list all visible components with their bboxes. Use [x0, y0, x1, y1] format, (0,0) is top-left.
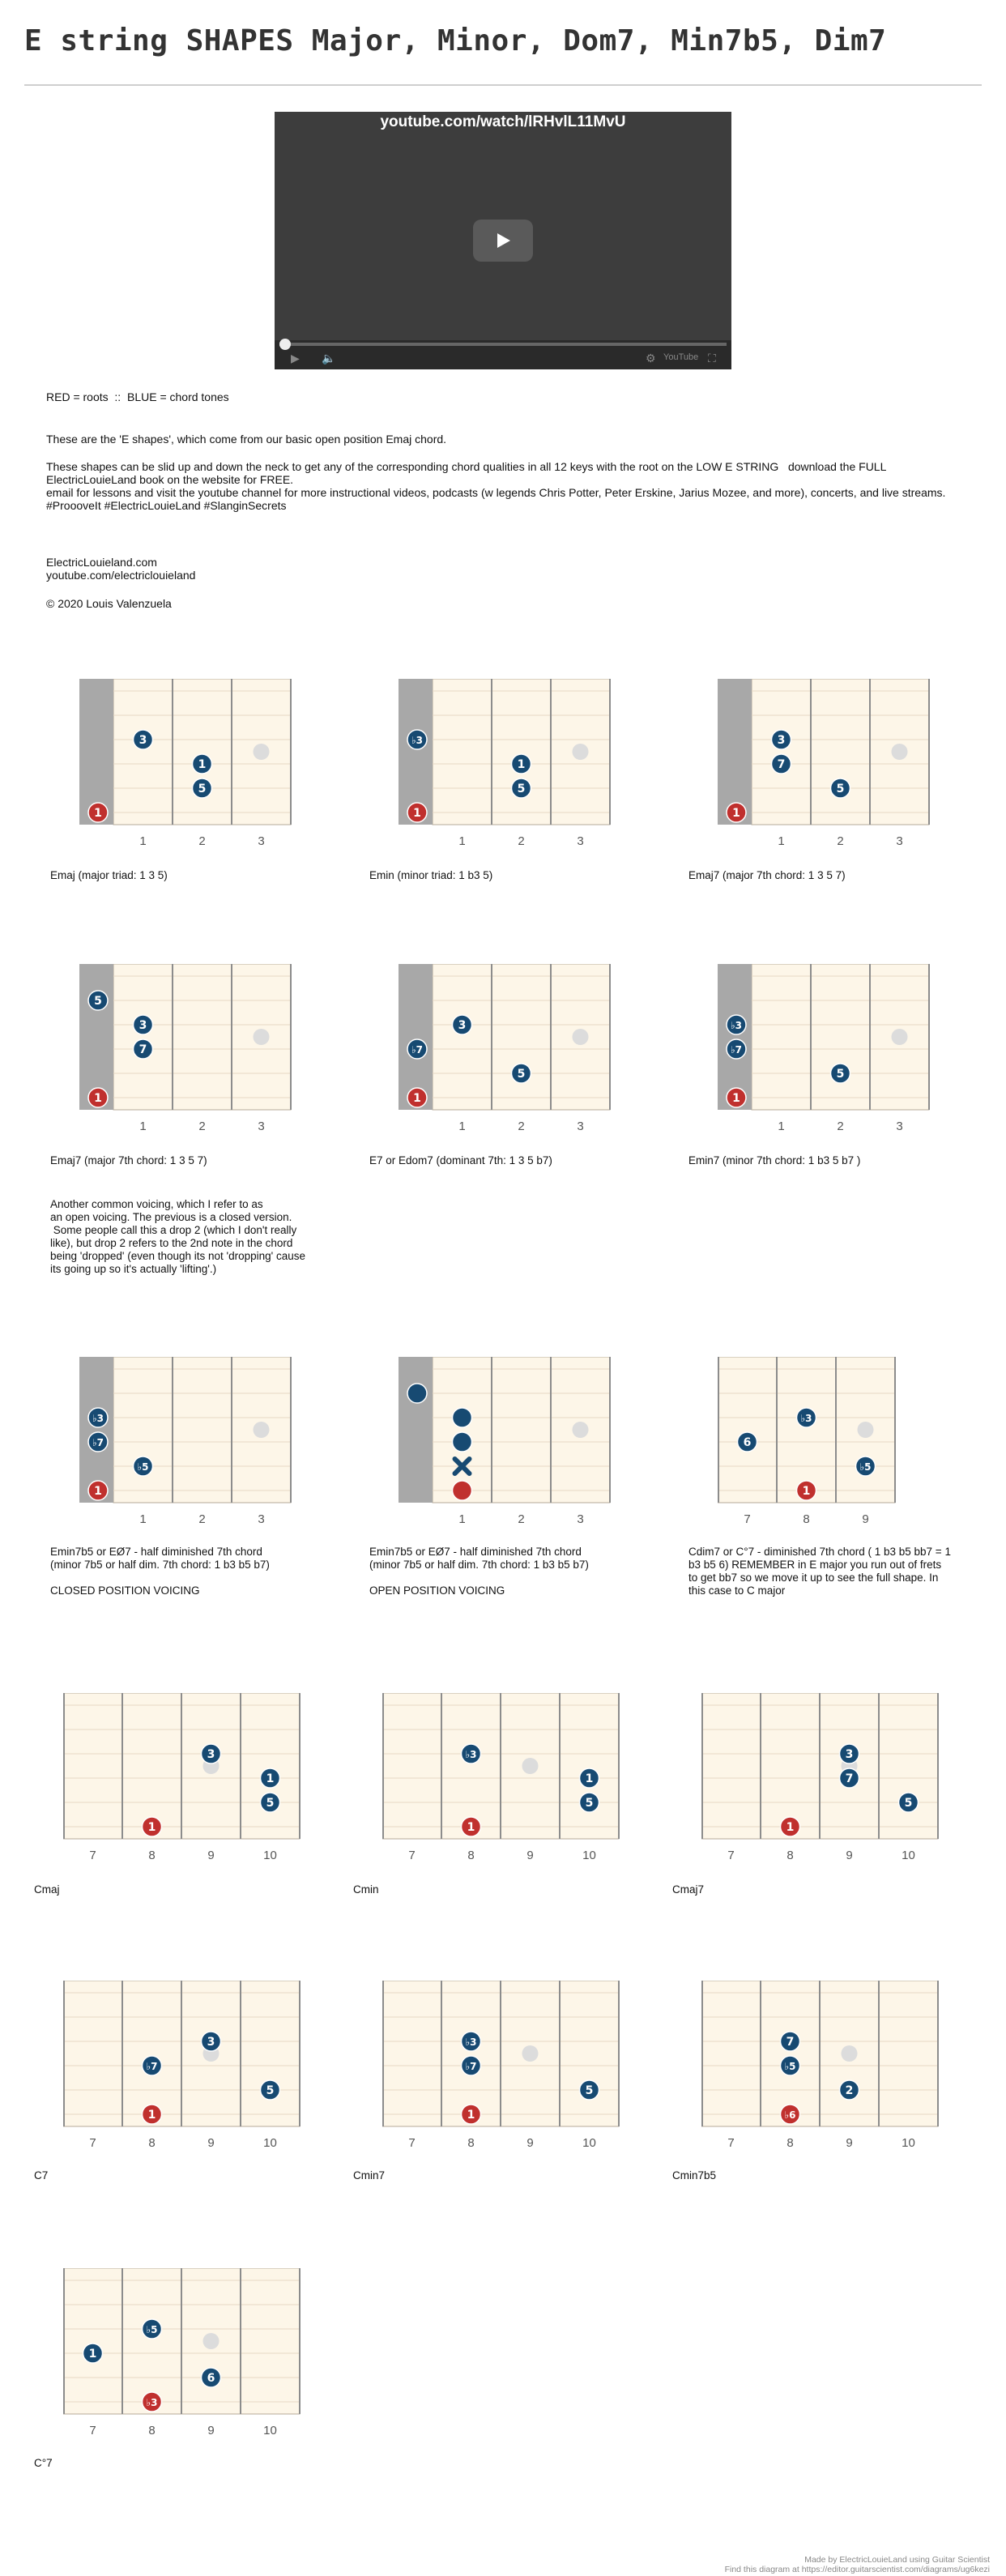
svg-text:♭7: ♭7 — [730, 1044, 743, 1056]
fret-number: 2 — [837, 1120, 844, 1133]
fret-inlay — [254, 744, 270, 760]
fret-number: 1 — [139, 1512, 147, 1526]
chord-tone-marker — [261, 1793, 280, 1812]
chord-tone-marker — [134, 1015, 153, 1034]
svg-text:♭6: ♭6 — [784, 2109, 796, 2121]
svg-text:5: 5 — [836, 1068, 845, 1081]
play-small-icon[interactable]: ▶ — [291, 352, 300, 365]
chord-tone-marker — [797, 1408, 816, 1427]
svg-text:1: 1 — [94, 1092, 102, 1105]
fret-number: 1 — [458, 1512, 466, 1526]
svg-text:1: 1 — [517, 758, 526, 771]
svg-text:1: 1 — [585, 1772, 594, 1785]
fret-number: 1 — [778, 1120, 785, 1133]
svg-text:♭5: ♭5 — [859, 1461, 872, 1473]
footer-credit: Made by ElectricLouieLand using Guitar Scientist — [804, 2555, 990, 2565]
svg-text:1: 1 — [786, 1821, 795, 1834]
chord-diagram — [63, 1693, 301, 1863]
svg-text:♭7: ♭7 — [411, 1044, 424, 1056]
diagram-caption: Emaj7 (major 7th chord: 1 3 5 7) — [688, 869, 846, 881]
fret-number: 10 — [263, 2136, 277, 2150]
diagram-caption: Cmin7 — [353, 2169, 386, 2181]
fret-number: 10 — [902, 1849, 915, 1862]
diagram-caption: Emin (minor triad: 1 b3 5) — [369, 869, 493, 881]
chord-tone-marker — [781, 2056, 800, 2075]
root-note-marker — [462, 1817, 481, 1836]
svg-text:1: 1 — [88, 2348, 97, 2361]
svg-text:1: 1 — [732, 1092, 740, 1105]
fret-number: 8 — [148, 2136, 156, 2150]
chord-diagram — [63, 2268, 301, 2438]
fret-number: 8 — [148, 1849, 156, 1862]
settings-icon[interactable]: ⚙ — [646, 352, 656, 365]
video-controls — [275, 340, 731, 369]
chord-tone-marker — [899, 1793, 919, 1812]
chord-tone-marker — [727, 1015, 746, 1034]
chord-tone-marker — [83, 2344, 103, 2363]
chord-tone-marker — [261, 1768, 280, 1788]
fret-number: 3 — [577, 1120, 584, 1133]
chord-tone-marker — [462, 2032, 481, 2051]
footer — [725, 2555, 990, 2574]
svg-text:♭3: ♭3 — [800, 1413, 812, 1424]
svg-text:1: 1 — [802, 1485, 811, 1498]
svg-text:5: 5 — [904, 1797, 913, 1810]
svg-text:1: 1 — [467, 2109, 475, 2122]
root-note-marker — [727, 1088, 746, 1107]
volume-icon[interactable]: 🔈 — [322, 352, 336, 365]
chord-diagram — [701, 1981, 940, 2151]
fret-inlay — [573, 744, 589, 760]
svg-text:5: 5 — [517, 783, 526, 795]
svg-text:1: 1 — [94, 1485, 102, 1498]
fret-number: 1 — [778, 834, 785, 848]
color-legend: RED = roots :: BLUE = chord tones — [46, 390, 229, 403]
chord-tone-marker — [202, 2368, 221, 2387]
svg-text:♭5: ♭5 — [146, 2324, 158, 2335]
svg-text:♭7: ♭7 — [146, 2061, 158, 2072]
fret-number: 9 — [526, 1849, 534, 1862]
root-note-marker — [781, 1817, 800, 1836]
svg-text:♭3: ♭3 — [411, 735, 424, 746]
chord-diagram — [701, 1693, 940, 1863]
svg-text:1: 1 — [94, 807, 102, 820]
chord-tone-marker — [407, 1384, 427, 1403]
chord-tone-marker — [512, 754, 531, 774]
svg-text:♭5: ♭5 — [784, 2061, 796, 2072]
chord-tone-marker — [772, 730, 791, 749]
chord-tone-marker — [202, 1744, 221, 1764]
root-note-marker — [143, 2105, 162, 2124]
fret-inlay — [573, 1029, 589, 1045]
chord-tone-marker — [193, 778, 212, 798]
svg-text:3: 3 — [777, 734, 786, 747]
chord-diagram — [79, 679, 292, 849]
root-note-marker — [143, 1817, 162, 1836]
fret-number: 10 — [582, 1849, 596, 1862]
chord-diagram — [79, 1357, 292, 1527]
root-note-marker — [727, 803, 746, 822]
svg-text:3: 3 — [458, 1019, 467, 1032]
diagram-caption: Emaj7 (major 7th chord: 1 3 5 7) — [50, 1154, 207, 1166]
fret-number: 3 — [258, 1120, 265, 1133]
chord-tone-marker — [453, 1015, 472, 1034]
fret-number: 9 — [526, 2136, 534, 2150]
diagram-caption: C7 — [34, 2169, 49, 2181]
fret-inlay — [858, 1422, 874, 1438]
fret-number: 2 — [198, 1512, 206, 1526]
chord-tone-marker — [193, 754, 212, 774]
svg-text:1: 1 — [147, 2109, 156, 2122]
chord-tone-marker — [88, 991, 108, 1010]
fret-number: 7 — [727, 1849, 735, 1862]
svg-text:1: 1 — [413, 1092, 421, 1105]
diagram-caption: Emaj (major triad: 1 3 5) — [50, 869, 168, 881]
play-icon — [473, 220, 533, 262]
chord-tone-marker — [407, 1039, 427, 1059]
video-embed[interactable] — [275, 112, 731, 369]
chord-tone-marker — [831, 1064, 850, 1083]
chord-tone-marker — [134, 730, 153, 749]
fret-number: 7 — [744, 1512, 751, 1526]
svg-text:♭3: ♭3 — [92, 1413, 104, 1424]
chord-diagram — [718, 964, 931, 1134]
chord-tone-marker — [738, 1432, 757, 1452]
description-text: These shapes can be slid up and down the neck to get any of the corresponding chord qualities in all 12 keys with the root on the LOW E STRING download the FULL ElectricLouieLand book on the website for FREE. email for lessons and visit the youtube channel for more instructional videos, podcasts (w legends Chris Potter, Peter Erskine, Jarius Mozee, and more), concerts, and live streams. #ProooveIt #ElectricLouieLand #SlanginSecrets — [46, 460, 946, 512]
fret-number: 3 — [258, 834, 265, 848]
diagram-caption: E7 or Edom7 (dominant 7th: 1 3 5 b7) — [369, 1154, 552, 1166]
svg-text:♭3: ♭3 — [730, 1020, 743, 1031]
chord-tone-marker — [453, 1432, 472, 1452]
chord-tone-marker — [781, 2032, 800, 2051]
fret-number: 10 — [902, 2136, 915, 2150]
chord-tone-marker — [462, 1744, 481, 1764]
svg-text:7: 7 — [786, 2036, 795, 2049]
chord-tone-marker — [202, 2032, 221, 2051]
fret-number: 1 — [139, 1120, 147, 1133]
fret-inlay — [892, 744, 908, 760]
svg-text:♭7: ♭7 — [465, 2061, 477, 2072]
nut — [399, 1357, 433, 1503]
fret-inlay — [203, 2333, 220, 2349]
svg-text:7: 7 — [777, 758, 786, 771]
fret-inlay — [254, 1422, 270, 1438]
chord-diagram — [79, 964, 292, 1134]
footer-link[interactable]: Find this diagram at https://editor.guitarscientist.com/diagrams/ug6kezi — [724, 2565, 990, 2574]
youtube-logo[interactable]: YouTube — [663, 352, 699, 362]
chord-diagram — [399, 964, 612, 1134]
chord-diagram — [399, 679, 612, 849]
fret-number: 2 — [518, 1512, 525, 1526]
chord-tone-marker — [143, 2056, 162, 2075]
fret-number: 2 — [198, 834, 206, 848]
video-progress[interactable] — [279, 343, 727, 346]
fret-number: 9 — [846, 2136, 853, 2150]
chord-tone-marker — [407, 730, 427, 749]
diagram-caption: Emin7 (minor 7th chord: 1 b3 5 b7 ) — [688, 1154, 861, 1166]
fret-inlay — [522, 2045, 539, 2062]
svg-text:1: 1 — [266, 1772, 275, 1785]
diagram-caption: Cdim7 or C°7 - diminished 7th chord ( 1 b3 b5 bb7 = 1 b3 b5 6) REMEMBER in E major you run out of frets to get bb7 so we move it up to see the full shape. In this case to C major — [688, 1546, 951, 1597]
svg-text:5: 5 — [517, 1068, 526, 1081]
svg-text:6: 6 — [207, 2372, 215, 2385]
chord-tone-marker — [831, 778, 850, 798]
svg-text:5: 5 — [836, 783, 845, 795]
video-url[interactable]: youtube.com/watch/lRHvlL11MvU — [380, 113, 626, 130]
fret-number: 10 — [582, 2136, 596, 2150]
fret-number: 3 — [896, 1120, 903, 1133]
svg-text:2: 2 — [845, 2084, 854, 2097]
svg-text:♭7: ♭7 — [92, 1437, 104, 1448]
fret-number: 3 — [896, 834, 903, 848]
svg-text:5: 5 — [94, 995, 102, 1008]
chord-diagram — [63, 1981, 301, 2151]
chord-tone-marker — [143, 2319, 162, 2339]
fret-number: 7 — [727, 2136, 735, 2150]
fret-number: 9 — [207, 1849, 215, 1862]
title-divider — [24, 84, 982, 86]
chord-diagram — [382, 1693, 620, 1863]
chord-diagram — [718, 1357, 897, 1527]
fret-number: 7 — [89, 2136, 96, 2150]
chord-tone-marker — [134, 1456, 153, 1476]
chord-diagram — [382, 1981, 620, 2151]
svg-text:1: 1 — [147, 1821, 156, 1834]
fret-number: 1 — [139, 834, 147, 848]
fret-inlay — [522, 1758, 539, 1774]
svg-text:1: 1 — [467, 1821, 475, 1834]
copyright-text: © 2020 Louis Valenzuela — [46, 597, 172, 610]
svg-text:7: 7 — [845, 1772, 854, 1785]
fret-inlay — [892, 1029, 908, 1045]
diagram-caption: Cmaj — [34, 1883, 60, 1896]
fret-number: 2 — [518, 1120, 525, 1133]
root-note-marker — [88, 803, 108, 822]
fret-number: 10 — [263, 2424, 277, 2437]
chord-tone-marker — [453, 1408, 472, 1427]
fret-number: 8 — [467, 2136, 475, 2150]
chord-tone-marker — [840, 2080, 859, 2100]
fret-number: 8 — [786, 1849, 794, 1862]
chord-tone-marker — [580, 2080, 599, 2100]
chord-tone-marker — [840, 1768, 859, 1788]
root-note-marker — [462, 2105, 481, 2124]
fret-number: 8 — [148, 2424, 156, 2437]
fret-number: 9 — [207, 2424, 215, 2437]
svg-text:7: 7 — [139, 1043, 147, 1056]
diagram-caption: C°7 — [34, 2457, 53, 2469]
fret-inlay — [573, 1422, 589, 1438]
svg-text:♭3: ♭3 — [465, 1749, 477, 1760]
fret-number: 2 — [837, 834, 844, 848]
svg-text:♭5: ♭5 — [137, 1461, 149, 1473]
fret-inlay — [842, 2045, 858, 2062]
root-note-marker — [407, 1088, 427, 1107]
fullscreen-icon[interactable]: ⛶ — [708, 352, 716, 365]
svg-text:♭3: ♭3 — [465, 2036, 477, 2048]
svg-text:1: 1 — [413, 807, 421, 820]
fret-number: 9 — [846, 1849, 853, 1862]
chord-tone-marker — [772, 754, 791, 774]
root-note-marker — [453, 1481, 472, 1500]
diagram-caption: Emin7b5 or EØ7 - half diminished 7th chord (minor 7b5 or half dim. 7th chord: 1 b3 b5 b7) OPEN POSITION VOICING — [369, 1546, 589, 1597]
diagram-caption: Emin7b5 or EØ7 - half diminished 7th chord (minor 7b5 or half dim. 7th chord: 1 b3 b5 b7) CLOSED POSITION VOICING — [50, 1546, 270, 1597]
chord-tone-marker — [840, 1744, 859, 1764]
chord-tone-marker — [88, 1408, 108, 1427]
chord-tone-marker — [512, 1064, 531, 1083]
svg-text:5: 5 — [266, 1797, 275, 1810]
svg-text:6: 6 — [743, 1436, 752, 1449]
svg-text:5: 5 — [585, 2084, 594, 2097]
fret-number: 3 — [577, 1512, 584, 1526]
svg-text:3: 3 — [207, 2036, 215, 2049]
fret-number: 2 — [518, 834, 525, 848]
chord-tone-marker — [580, 1793, 599, 1812]
chord-diagram — [399, 1357, 612, 1527]
chord-diagram — [718, 679, 931, 849]
fret-number: 9 — [862, 1512, 869, 1526]
svg-text:5: 5 — [198, 783, 207, 795]
progress-knob[interactable] — [279, 339, 291, 350]
diagram-caption: Cmin — [353, 1883, 379, 1896]
svg-text:5: 5 — [266, 2084, 275, 2097]
fret-inlay — [254, 1029, 270, 1045]
fret-number: 1 — [458, 1120, 466, 1133]
play-button[interactable] — [473, 220, 533, 262]
svg-text:3: 3 — [139, 1019, 147, 1032]
diagram-caption: Cmaj7 — [672, 1883, 705, 1896]
root-note-marker — [797, 1481, 816, 1500]
intro-text: These are the 'E shapes', which come from our basic open position Emaj chord. — [46, 433, 447, 446]
voicing-note: Another common voicing, which I refer to as an open voicing. The previous is a closed version. Some people call this a drop 2 (which I don't really like), but drop 2 refers to the 2nd note in the chord being 'dropped' (even though its not 'dropping' cause its going up so it's actually 'lifting'.) — [50, 1198, 306, 1275]
fret-number: 7 — [408, 1849, 416, 1862]
root-note-marker — [407, 803, 427, 822]
chord-tone-marker — [462, 2056, 481, 2075]
fret-number: 9 — [207, 2136, 215, 2150]
svg-text:3: 3 — [845, 1748, 854, 1761]
svg-text:3: 3 — [139, 734, 147, 747]
fret-number: 8 — [467, 1849, 475, 1862]
root-note-marker — [781, 2105, 800, 2124]
chord-tone-marker — [856, 1456, 876, 1476]
fret-number: 10 — [263, 1849, 277, 1862]
svg-text:5: 5 — [585, 1797, 594, 1810]
chord-tone-marker — [134, 1039, 153, 1059]
fret-number: 3 — [258, 1512, 265, 1526]
svg-text:1: 1 — [198, 758, 207, 771]
root-note-marker — [88, 1481, 108, 1500]
chord-tone-marker — [88, 1432, 108, 1452]
fret-number: 8 — [786, 2136, 794, 2150]
svg-text:3: 3 — [207, 1748, 215, 1761]
links-text: ElectricLouieland.com youtube.com/electriclouieland — [46, 556, 196, 582]
svg-text:1: 1 — [732, 807, 740, 820]
fret-number: 2 — [198, 1120, 206, 1133]
fret-number: 1 — [458, 834, 466, 848]
fret-number: 7 — [89, 2424, 96, 2437]
diagram-caption: Cmin7b5 — [672, 2169, 717, 2181]
chord-tone-marker — [727, 1039, 746, 1059]
chord-tone-marker — [512, 778, 531, 798]
page-title: E string SHAPES Major, Minor, Dom7, Min7b5, Dim7 — [24, 24, 887, 58]
root-note-marker — [143, 2392, 162, 2412]
chord-tone-marker — [261, 2080, 280, 2100]
svg-text:♭3: ♭3 — [146, 2397, 158, 2408]
fret-number: 8 — [803, 1512, 810, 1526]
fret-number: 7 — [89, 1849, 96, 1862]
fret-number: 7 — [408, 2136, 416, 2150]
fret-number: 3 — [577, 834, 584, 848]
root-note-marker — [88, 1088, 108, 1107]
chord-tone-marker — [580, 1768, 599, 1788]
